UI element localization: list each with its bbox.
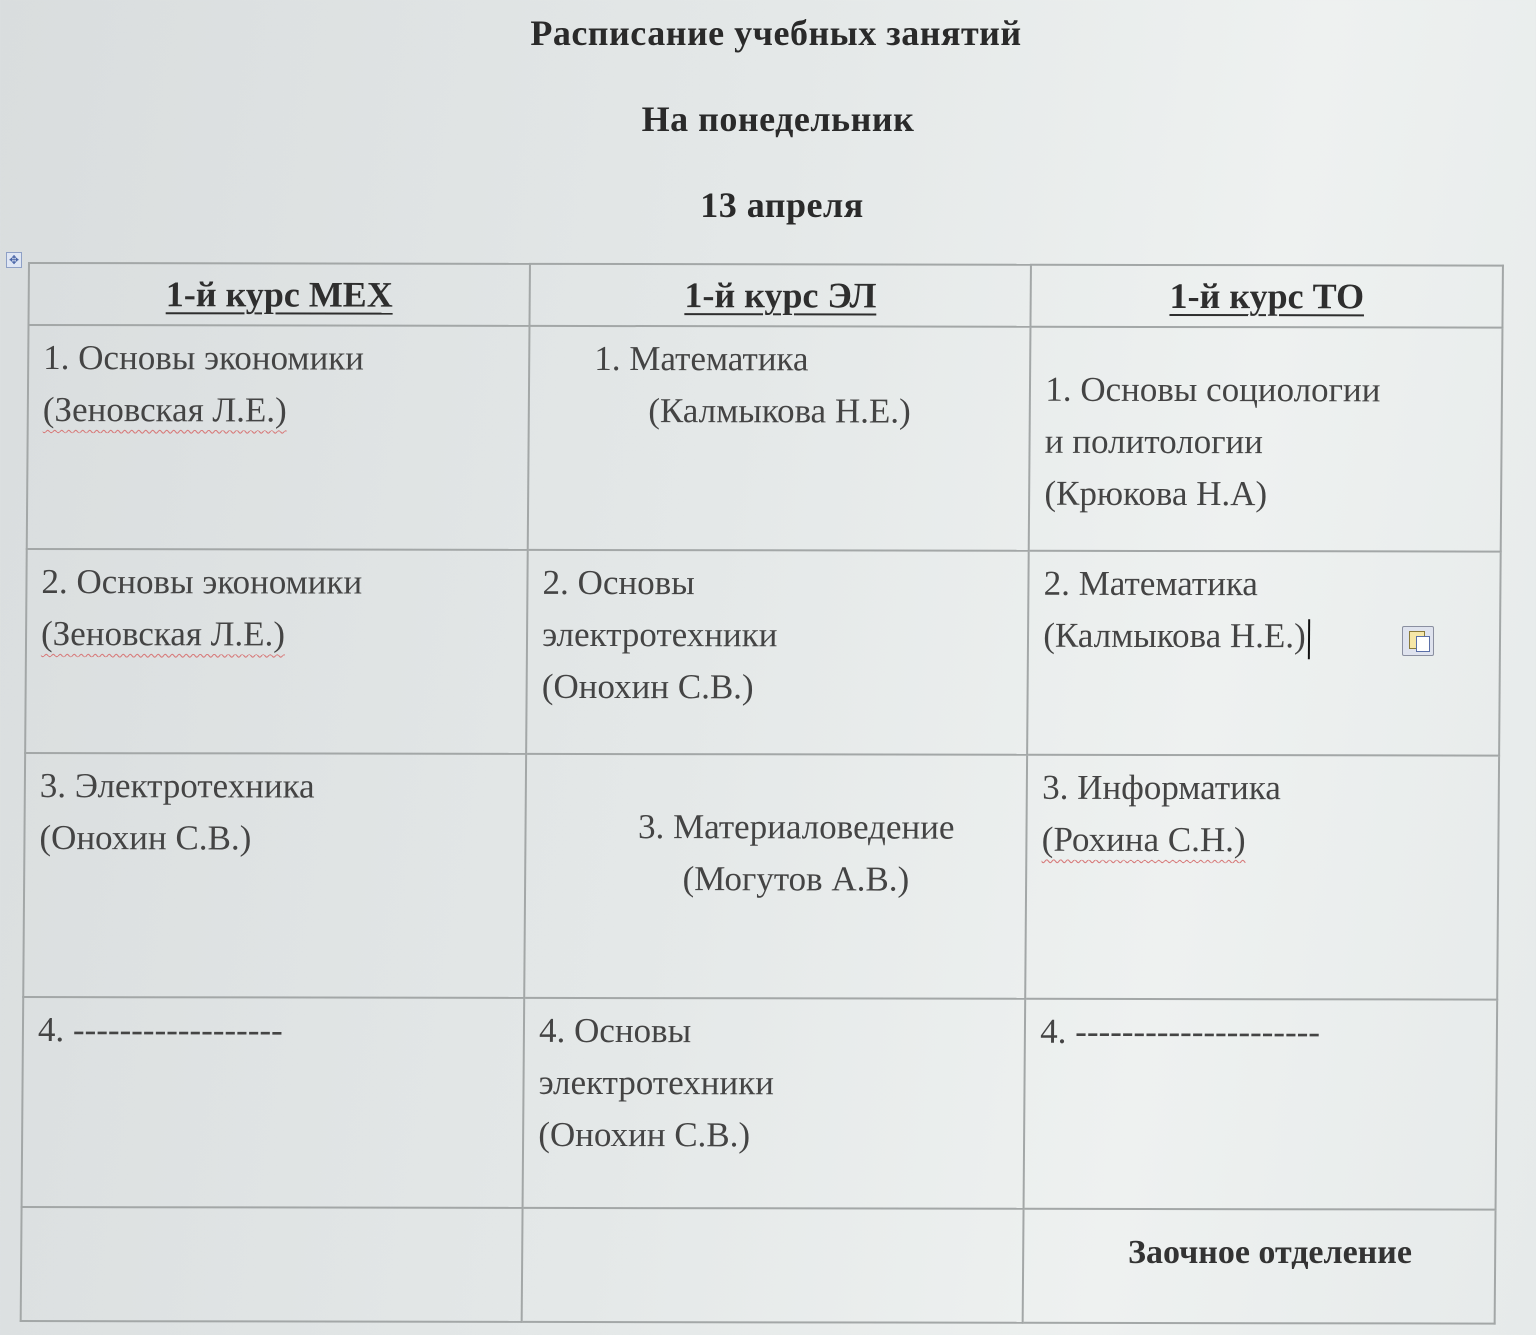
table-row xyxy=(27,325,1503,552)
table-cell[interactable]: 2. Основы экономики (Зеновская Л.Е.) xyxy=(25,549,528,754)
table-cell[interactable]: 4. --------------------- xyxy=(1024,999,1497,1210)
table-cell[interactable] xyxy=(21,1207,523,1322)
table-cell[interactable]: 3. Информатика (Рохина С.Н.) xyxy=(1026,755,1500,1000)
schedule-day: На понедельник xyxy=(641,99,915,139)
table-cell[interactable]: 2. Основы электротехники (Онохин С.В.) xyxy=(526,550,1029,755)
table-cell[interactable] xyxy=(522,1208,1024,1323)
table-cell[interactable]: 1. Основы социологии и политологии (Крюкова Н.А) xyxy=(1029,327,1502,552)
table-cell[interactable]: 1. Основы экономики (Зеновская Л.Е.) xyxy=(27,325,530,550)
column-header-el: 1-й курс ЭЛ xyxy=(530,264,1032,327)
paste-options-icon[interactable] xyxy=(1402,626,1434,656)
table-cell[interactable]: 3. Материаловедение (Могутов А.В.) xyxy=(524,754,1027,999)
table-row xyxy=(22,997,1498,1210)
table-move-handle-icon[interactable]: ✥ xyxy=(6,252,22,268)
department-label: Заочное отделение xyxy=(1128,1234,1412,1271)
schedule-title: Расписание учебных занятий xyxy=(530,13,1022,53)
table-header-row xyxy=(29,263,1503,328)
table-cell[interactable]: 1. Математика (Калмыкова Н.Е.) xyxy=(528,326,1031,551)
table-cell[interactable]: 3. Электротехника (Онохин С.В.) xyxy=(23,753,526,998)
text-cursor xyxy=(1308,619,1310,659)
schedule-date: 13 апреля xyxy=(700,185,864,225)
column-header-mex: 1-й курс МЕХ xyxy=(29,263,531,326)
table-cell[interactable]: 2. Математика (Калмыкова Н.Е.) xyxy=(1027,551,1500,756)
column-header-to: 1-й курс ТО xyxy=(1031,265,1503,328)
table-cell[interactable]: 4. ------------------ xyxy=(22,997,525,1208)
table-cell[interactable]: 4. Основы электротехники (Онохин С.В.) xyxy=(523,998,1026,1209)
table-row xyxy=(25,549,1501,756)
table-row xyxy=(23,753,1499,1000)
schedule-table xyxy=(20,262,1504,1325)
